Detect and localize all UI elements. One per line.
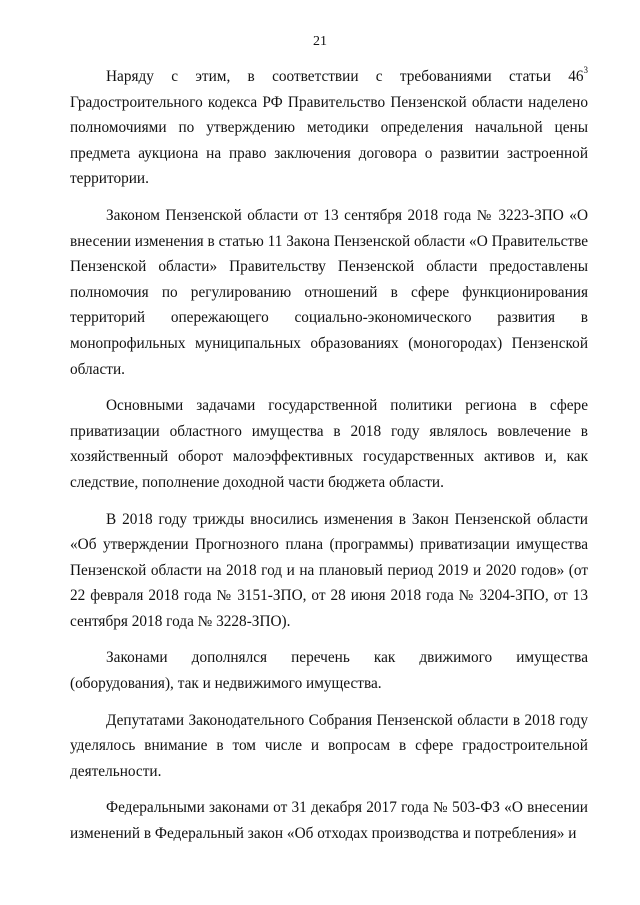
paragraph-6: Депутатами Законодательного Собрания Пензенской области в 2018 году уделялось внимание в том числе и вопросам в сфере градостроительной деятельности. <box>70 711 588 780</box>
paragraph-1 <box>70 64 588 192</box>
paragraph-4: В 2018 году трижды вносились изменения в Закон Пензенской области «Об утверждении Прогнозного плана (программы) приватизации имущества Пензенской области на 2018 год и на плановый период 2019 и 2020 годов» (от 22 февраля 2018 года № 3151-ЗПО, от 28 июня 2018 года № 3204-ЗПО, от 13 сентября 2018 года № 3228-ЗПО). <box>70 510 588 630</box>
paragraph-3: Основными задачами государственной политики региона в сфере приватизации областного имущества в 2018 году являлось вовлечение в хозяйственный оборот малоэффективных государственных активов и, как следствие, пополнение доходной части бюджета области. <box>70 397 588 491</box>
paragraph-1-text-end: Градостроительного кодекса РФ Правительство Пензенской области наделено полномочиями по утверждению методики определения начальной цены предмета аукциона на право заключения договора о развитии застроенной территории. <box>70 93 588 188</box>
superscript-article-index: 3 <box>583 64 588 75</box>
paragraph-1-text-start: Наряду с этим, в соответствии с требованиями статьи 46 <box>106 68 584 85</box>
page-number: 21 <box>313 34 327 49</box>
paragraph-7: Федеральными законами от 31 декабря 2017 года № 503-ФЗ «О внесении изменений в Федеральный закон «Об отходах производства и потребления» и <box>70 799 588 843</box>
paragraph-2: Законом Пензенской области от 13 сентября 2018 года № 3223-ЗПО «О внесении изменения в статью 11 Закона Пензенской области «О Правительстве Пензенской области» Правительству Пензенской области предоставлены полномочия по регулированию отношений в сфере функционирования территорий опережающего социально-экономического развития в монопрофильных муниципальных образованиях (моногородах) Пензенской области. <box>70 206 588 378</box>
document-body <box>70 64 588 847</box>
paragraph-5: Законами дополнялся перечень как движимого имущества (оборудования), так и недвижимого имущества. <box>70 649 588 693</box>
